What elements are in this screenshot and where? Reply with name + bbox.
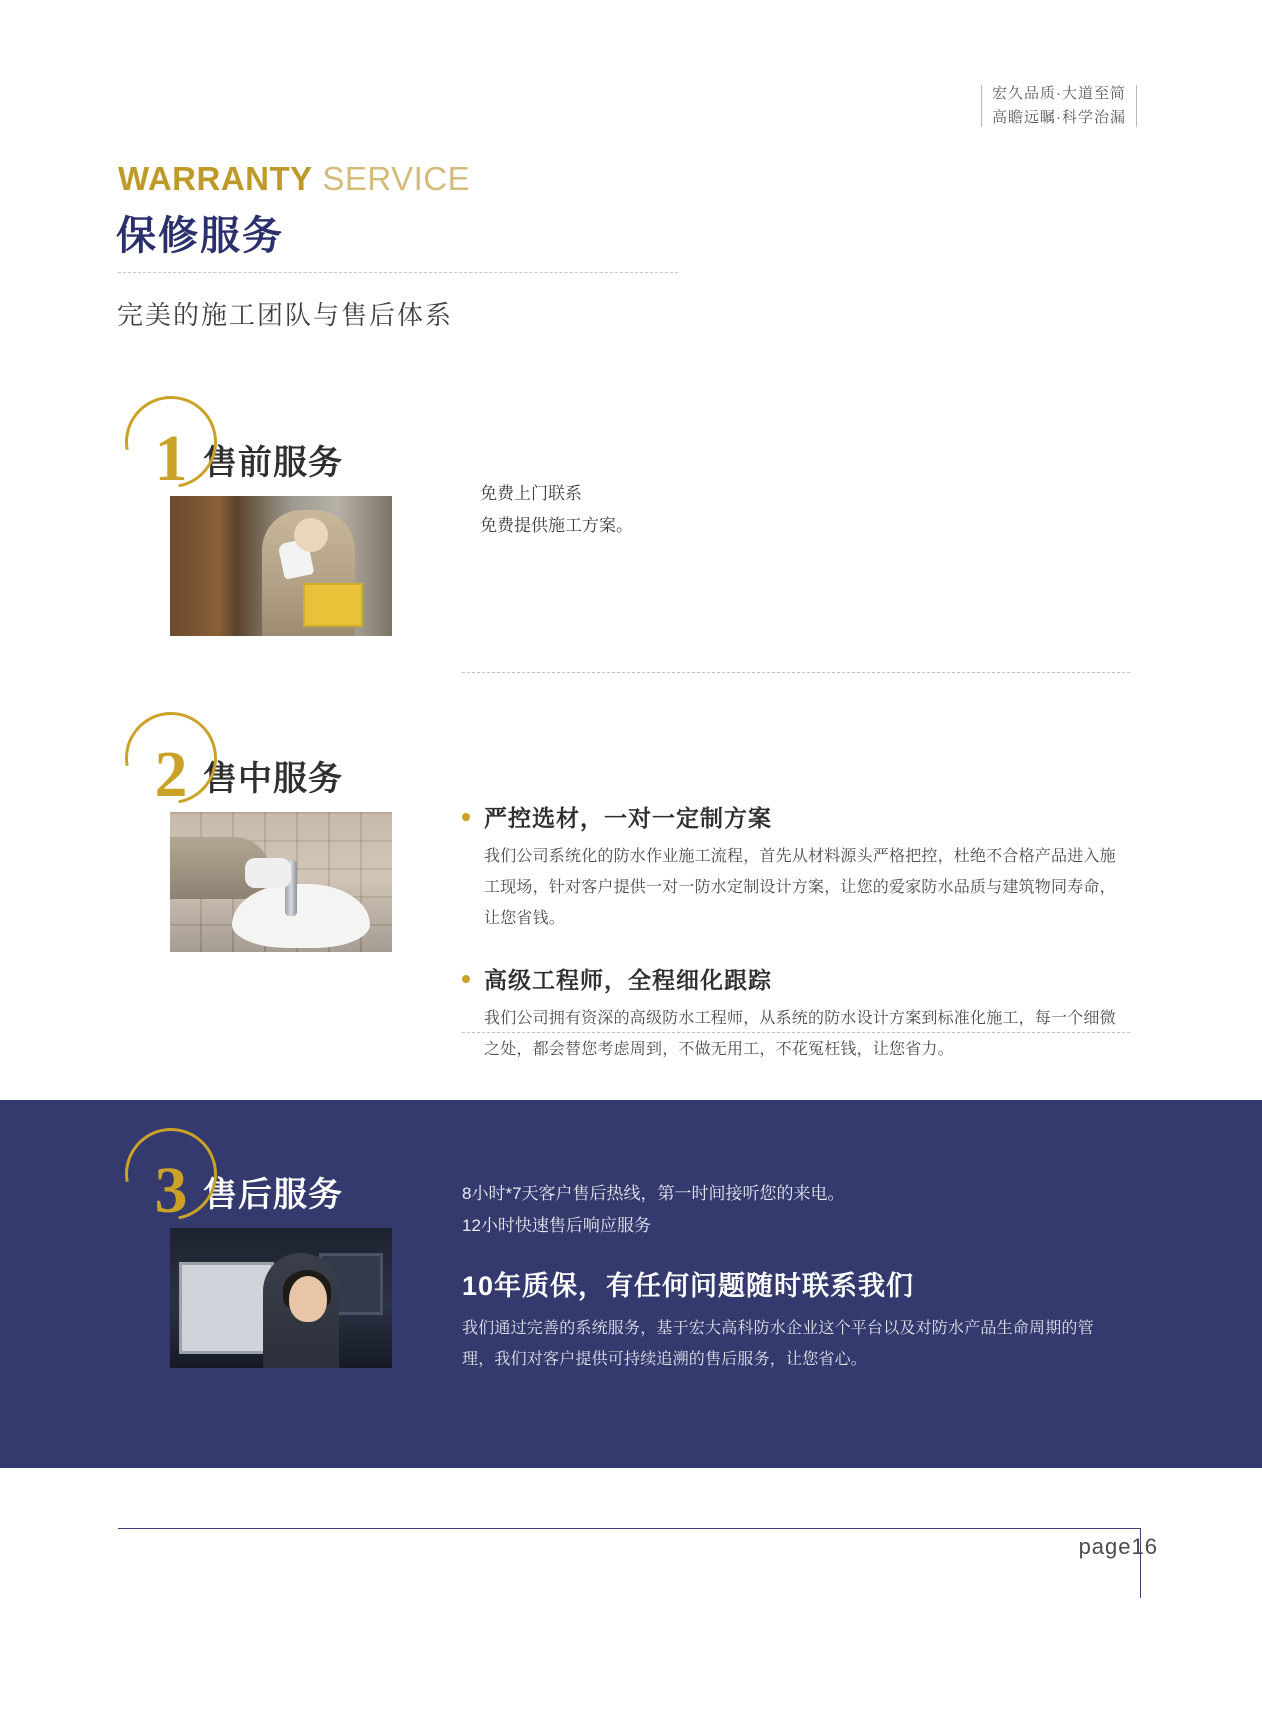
page-title-english <box>118 160 470 198</box>
slogan-right-rule <box>1136 85 1137 127</box>
step-1-label: 售前服务 <box>203 444 343 482</box>
bullet-dot-icon <box>462 975 470 983</box>
page-value: 16 <box>1131 1534 1158 1559</box>
spacer <box>462 1242 1122 1264</box>
page-label: page <box>1078 1534 1132 1559</box>
step-2-bullet-1-title: 严控选材，一对一定制方案 <box>484 805 772 831</box>
agent-shape <box>263 1253 338 1368</box>
slogan-line-1: 宏久品质·大道至简 <box>992 85 1126 102</box>
step-3-line-1: 8小时*7天客户售后热线，第一时间接听您的来电。 <box>462 1184 845 1203</box>
step-3 <box>125 1128 392 1368</box>
step-2-header <box>125 712 392 811</box>
after-sales-panel <box>0 1100 1262 1468</box>
step-2-number: 2 <box>154 738 188 811</box>
bullet-dot-icon <box>462 813 470 821</box>
step-2-number-badge <box>125 712 217 811</box>
pre-sales-worker-photo <box>170 496 392 636</box>
toolbox-shape <box>303 583 363 627</box>
step-2-bullet-1-body: 我们公司系统化的防水作业施工流程，首先从材料源头严格把控，杜绝不合格产品进入施工现场，针对客户提供一对一防水定制设计方案，让您的爱家防水品质与建筑物同寿命，让您省钱。 <box>484 848 1116 927</box>
step-2-bullet-2 <box>462 962 1122 1065</box>
step-2-bullet-2-title: 高级工程师，全程细化跟踪 <box>484 967 772 993</box>
step-2-bullet-2-body: 我们公司拥有资深的高级防水工程师，从系统的防水设计方案到标准化施工，每一个细微之处，都会替您考虑周到，不做无用工，不花冤枉钱，让您省力。 <box>484 1010 1116 1058</box>
slogan-lines <box>992 85 1126 127</box>
step-1-line-1: 免费上门联系 <box>480 484 582 503</box>
slogan-left-rule <box>981 85 982 127</box>
step-3-number-badge <box>125 1128 217 1227</box>
step-1-line-2: 免费提供施工方案。 <box>480 516 633 535</box>
step-3-header <box>125 1128 392 1227</box>
step-3-text <box>462 1178 1122 1375</box>
face-shape <box>289 1276 327 1322</box>
step-3-bullet-body: 我们通过完善的系统服务，基于宏大高科防水企业这个平台以及对防水产品生命周期的管理，我们对客户提供可持续追溯的售后服务，让您省心。 <box>462 1320 1094 1368</box>
separator-1 <box>462 672 1130 673</box>
slogan-line-2: 高瞻远瞩·科学治漏 <box>992 109 1126 126</box>
page-number <box>1079 1534 1158 1560</box>
title-divider <box>118 272 678 273</box>
monitor-shape <box>179 1262 274 1355</box>
step-1-header <box>125 396 392 495</box>
page-title: 保修服务 <box>116 214 284 258</box>
page-title-english-light: SERVICE <box>312 160 471 197</box>
step-1-number: 1 <box>154 422 188 495</box>
step-3-label: 售后服务 <box>203 1176 343 1214</box>
step-1 <box>125 396 392 636</box>
step-2 <box>125 712 392 952</box>
step-1-text <box>480 478 1100 542</box>
page-title-english-bold: WARRANTY <box>118 160 313 197</box>
step-3-bullet-title: 10年质保，有任何问题随时联系我们 <box>462 1271 915 1301</box>
after-sales-callcenter-photo <box>170 1228 392 1368</box>
header-slogan <box>981 85 1137 127</box>
step-1-number-badge <box>125 396 217 495</box>
page-subtitle: 完美的施工团队与售后体系 <box>117 300 454 330</box>
step-3-number: 3 <box>154 1154 188 1227</box>
glove-shape <box>278 538 315 579</box>
step-2-label: 售中服务 <box>203 760 343 798</box>
glove-shape <box>245 858 291 888</box>
step-2-bullet-1 <box>462 800 1122 934</box>
footer-rule <box>118 1528 1140 1529</box>
step-3-line-2: 12小时快速售后响应服务 <box>462 1216 651 1235</box>
separator-2 <box>462 1032 1130 1033</box>
in-service-sink-photo <box>170 812 392 952</box>
step-2-text <box>462 800 1122 1083</box>
